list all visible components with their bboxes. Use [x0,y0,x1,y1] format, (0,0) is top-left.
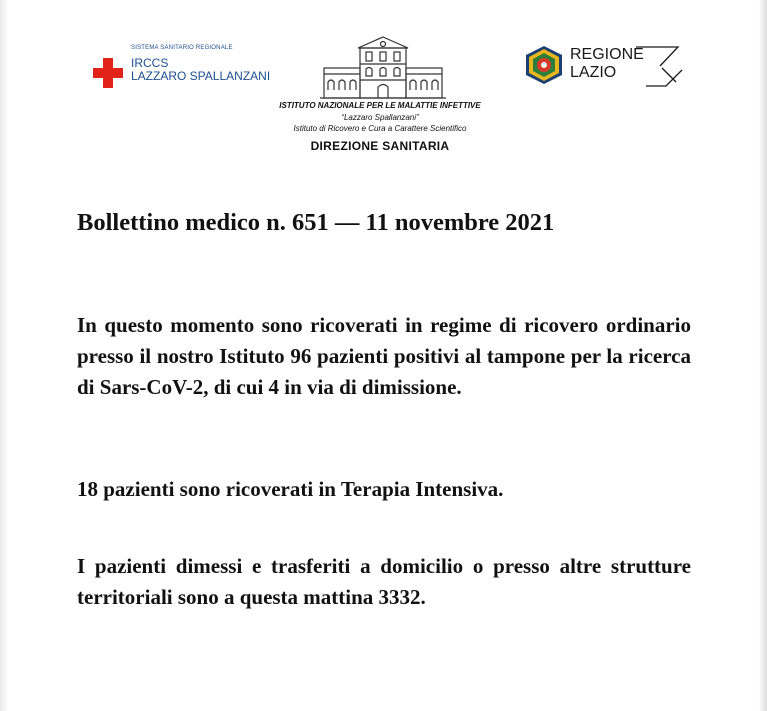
chevron-mark-icon [636,46,684,88]
page-edge-right [759,0,767,711]
institute-building-logo [318,34,448,100]
page-edge-left [0,0,8,711]
institute-subtitle: “Lazzaro Spallanzani” [341,113,419,122]
bulletin-paragraph-discharges: I pazienti dimessi e trasferiti a domicilio o presso altre strutture territoriali sono a questa mattina 3332. [77,554,691,609]
regione-label: REGIONE [570,46,644,63]
lazio-label: LAZIO [570,64,617,81]
spallanzani-logo [93,44,283,94]
logo-institute-label: LAZZARO SPALLANZANI [131,69,271,83]
bulletin-paragraph-admissions: In questo momento sono ricoverati in regime di ricovero ordinario presso il nostro Istituto 96 pazienti positivi al tampone per la ricerca di Sars-CoV-2, di cui 4 in via di dimissione. [77,313,691,399]
logo-irccs-label: IRCCS [131,56,169,70]
department-heading: DIREZIONE SANITARIA [310,139,450,153]
regione-lazio-logo [524,44,684,92]
regione-lazio-wordmark [570,46,644,82]
building-icon [318,34,448,100]
institute-name: ISTITUTO NAZIONALE PER LE MALATTIE INFETTIVE [279,101,481,110]
red-cross-icon [93,58,123,88]
bulletin-title: Bollettino medico n. 651 — 11 novembre 2021 [77,209,555,236]
institute-type: Istituto di Ricovero e Cura a Carattere Scientifico [293,124,467,133]
bulletin-paragraph-intensive-care: 18 pazienti sono ricoverati in Terapia Intensiva. [77,477,504,501]
regione-emblem-icon [524,45,564,85]
logo-system-label: SISTEMA SANITARIO REGIONALE [131,45,233,51]
